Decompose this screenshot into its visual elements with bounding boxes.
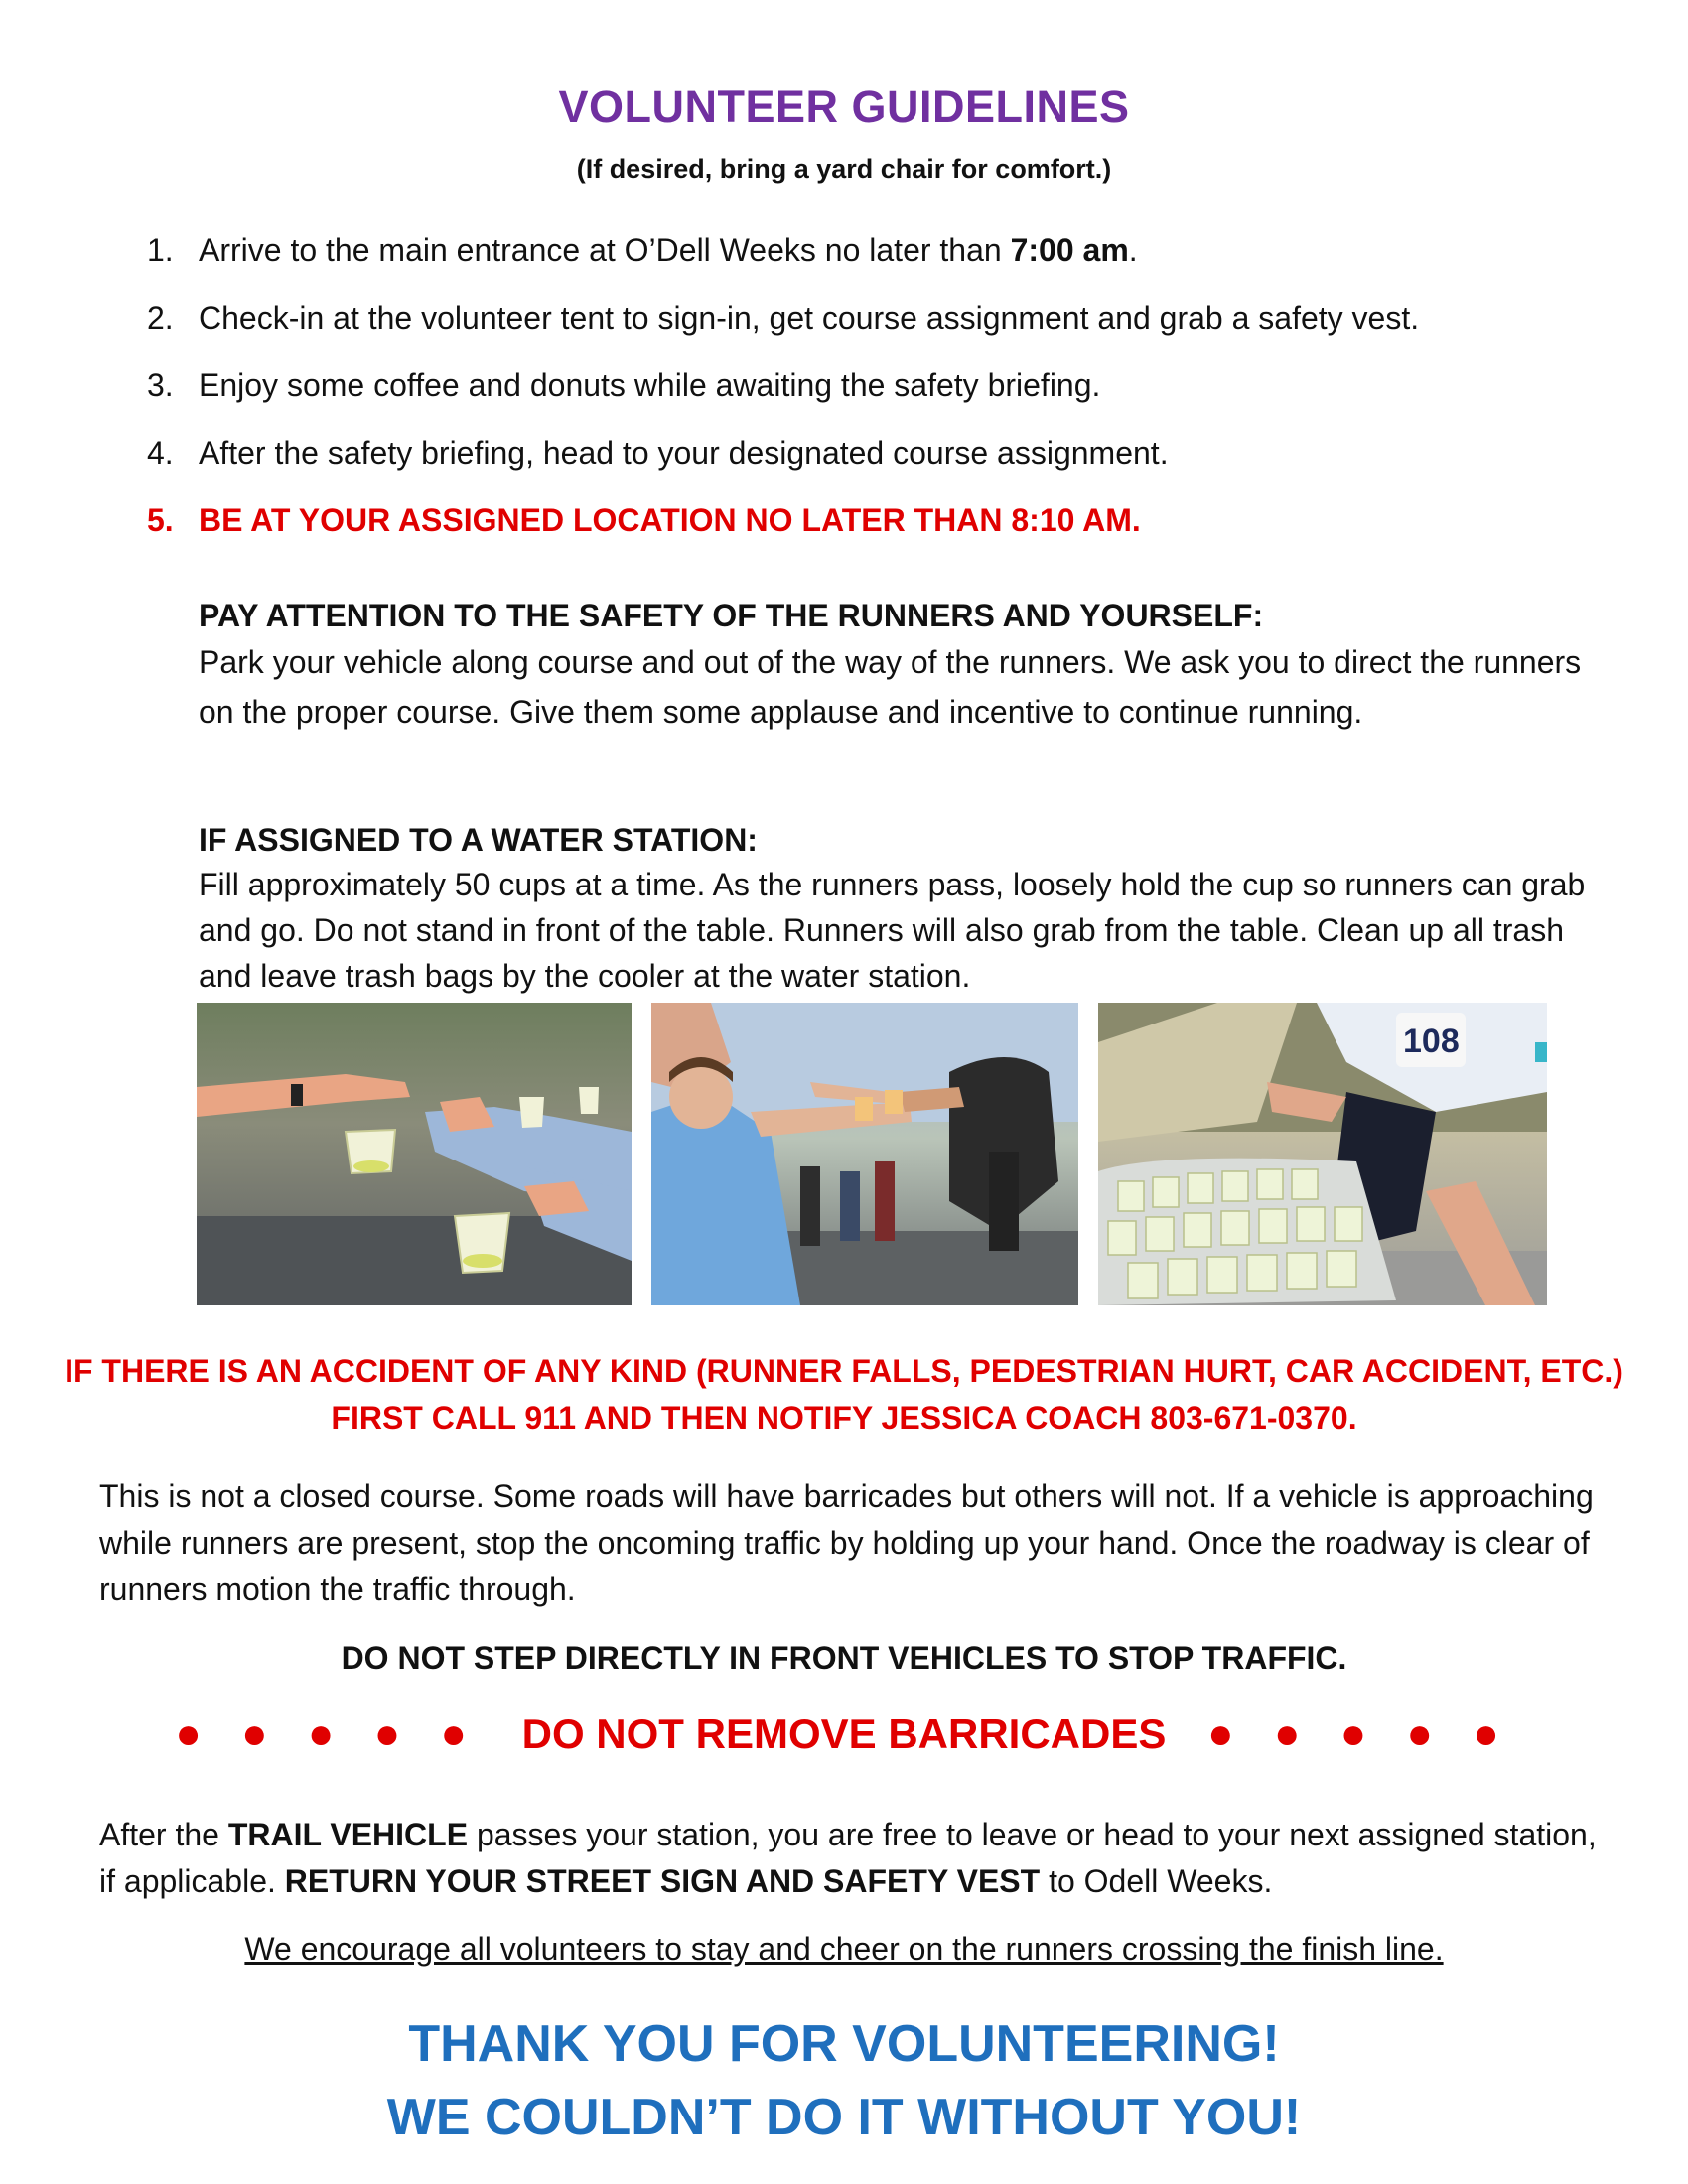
encourage-line: We encourage all volunteers to stay and cheer on the runners crossing the finish line.	[244, 1931, 1444, 1967]
after-paragraph: After the TRAIL VEHICLE passes your station, you are free to leave or head to your next assigned station, if applicable. RETURN YOUR STREET SIGN AND SAFETY VEST to Odell Weeks.	[99, 1817, 1597, 1899]
traffic-paragraph: This is not a closed course. Some roads will have barricades but others will not. If a vehicle is approaching while runners are present, stop the oncoming traffic by holding up your hand. Once the roadway is clear of runners motion the traffic through.	[99, 1478, 1594, 1607]
thank-you-message	[0, 2007, 1688, 2154]
water-body: Fill approximately 50 cups at a time. As the runners pass, loosely hold the cup so runners can grab and go. Do not stand in front of the table. Runners will also grab from the table. Clean up all trash and leave trash bags by the cooler at the water station.	[199, 867, 1586, 994]
barricade-warning-text: DO NOT REMOVE BARRICADES	[521, 1710, 1167, 1757]
step-item: 3. Enjoy some coffee and donuts while awaiting the safety briefing.	[147, 367, 1101, 403]
thank-you-line-1: THANK YOU FOR VOLUNTEERING!	[408, 2015, 1280, 2073]
step-item-deadline: 5. BE AT YOUR ASSIGNED LOCATION NO LATER THAN 8:10 AM.	[147, 502, 1141, 538]
photo-kids-handing-water	[651, 1003, 1078, 1305]
safety-body: Park your vehicle along course and out of the way of the runners. We ask you to direct the runners on the proper course. Give them some applause and incentive to continue running.	[199, 644, 1582, 730]
bullet-dots-right: ● ● ● ● ●	[1207, 1709, 1513, 1758]
page-subtitle: (If desired, bring a yard chair for comfort.)	[576, 154, 1112, 184]
step-item: 1. Arrive to the main entrance at O’Dell Weeks no later than 7:00 am.	[147, 232, 1138, 268]
barricade-warning	[0, 1709, 1688, 1759]
photo-hands-holding-cups	[197, 1003, 632, 1305]
step-item: 4. After the safety briefing, head to your designated course assignment.	[147, 435, 1169, 471]
photo-cups-on-table	[1098, 1003, 1547, 1305]
water-station-section	[199, 818, 1589, 999]
accident-notice: IF THERE IS AN ACCIDENT OF ANY KIND (RUNNER FALLS, PEDESTRIAN HURT, CAR ACCIDENT, ETC.) FIRST CALL 911 AND THEN NOTIFY JESSICA COACH 803-671-0370.	[65, 1353, 1623, 1435]
safety-heading: PAY ATTENTION TO THE SAFETY OF THE RUNNERS AND YOURSELF:	[199, 598, 1264, 633]
race-bib-number: 108	[1403, 1023, 1460, 1060]
water-heading: IF ASSIGNED TO A WATER STATION:	[199, 822, 758, 858]
steps-list	[147, 230, 1577, 568]
bullet-dots-left: ● ● ● ● ●	[175, 1709, 481, 1758]
thank-you-line-2: WE COULDN’T DO IT WITHOUT YOU!	[386, 2089, 1302, 2146]
photo-strip	[197, 1003, 1547, 1305]
safety-section	[199, 594, 1589, 737]
step-warning: DO NOT STEP DIRECTLY IN FRONT VEHICLES TO STOP TRAFFIC.	[341, 1640, 1347, 1676]
page-title: VOLUNTEER GUIDELINES	[558, 81, 1130, 132]
step-item: 2. Check-in at the volunteer tent to sign-in, get course assignment and grab a safety vest.	[147, 300, 1420, 336]
